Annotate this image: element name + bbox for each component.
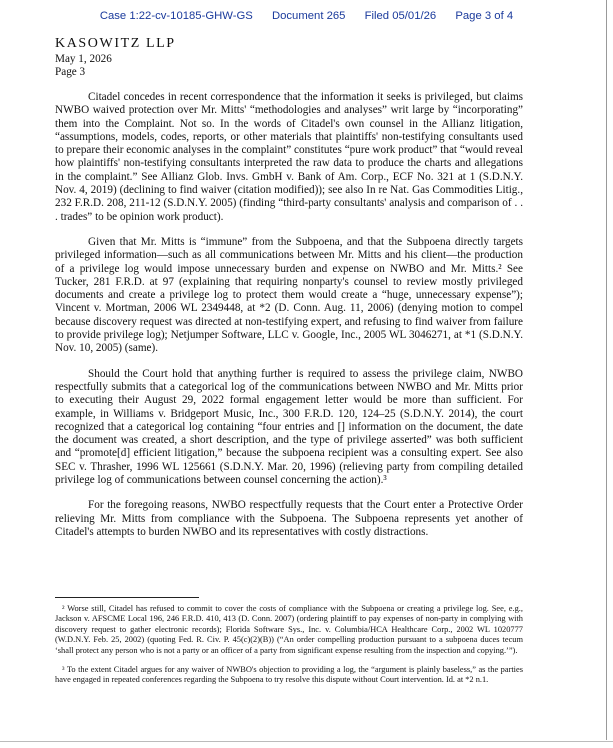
case-number: Case 1:22-cv-10185-GHW-GS [99,10,253,22]
footnote-divider [55,597,199,598]
paragraph: Given that Mr. Mitts is “immune” from the Subpoena, and that the Subpoena directly targets privileged information—such as all communications between Mr. Mitts and his client—the production of a privilege log would impose unnecessary burden and expense on NWBO and Mr. Mitts.² See Tucker, 281 F.R.D. at 97 (explaining that requiring nonparty's counsel to review mostly privileged documents and create a privilege log to protect them would create a “huge, unnecessary expense”); Vincent v. Mortman, 2006 WL 2349448, at *2 (D. Conn. Aug. 11, 2006) (denying motion to compel because discovery request was directed at non-testifying expert, and refusing to find waiver from failure to provide privilege log); Netjumper Software, LLC v. Google, Inc., 2005 WL 3046271, at *1 (S.D.N.Y. Nov. 10, 2005) (same). [55,235,523,355]
document-number: Document 265 [271,10,346,22]
footnote: ³ To the extent Citadel argues for any waiver of NWBO's objection to providing a log, the “argument is plainly baseless,” as the parties have engaged in repeated conferences regarding the Subpoena to try resolve this dispute without Court intervention. Id. at *2 n.1. [55,665,523,685]
footnotes [55,604,523,695]
ecf-header [0,10,613,22]
page-edge-line [606,0,607,740]
paragraph: Citadel concedes in recent correspondence that the information it seeks is privileged, but claims NWBO waived protection over Mr. Mitts' “methodologies and analyses” writ large by “incorporating” them into the Complaint. Not so. In the words of Citadel's own counsel in the Allianz litigation, “assumptions, models, codes, reports, or other materials that plaintiffs' non-testifying consultants used to prepare their economic analyses in the complaint” constitutes “pure work product” that “would reveal how plaintiffs' non-testifying consultants interpreted the raw data to produce the charts and allegations in the complaint.” See Allianz Glob. Invs. GmbH v. Bank of Am. Corp., ECF No. 321 at 1 (S.D.N.Y. Nov. 4, 2019) (declining to find waiver (citation modified)); see also In re Nat. Gas Commodities Litig., 232 F.R.D. 208, 211-12 (S.D.N.Y. 2005) (finding “third-party consultants' analysis and comparison of . . . trades” to be opinion work product). [55,91,523,223]
page-bottom-line [0,741,613,742]
page-count: Page 3 of 4 [455,10,514,22]
letter-date: May 1, 2026 [55,53,112,65]
page-label: Page 3 [55,66,86,78]
paragraph: Should the Court hold that anything further is required to assess the privilege claim, NWBO respectfully submits that a categorical log of the communications between NWBO and Mr. Mitts prior to executing their August 29, 2022 formal engagement letter would be more than sufficient. For example, in Williams v. Bridgeport Music, Inc., 300 F.R.D. 120, 124–25 (S.D.N.Y. 2014), the court recognized that a categorical log containing “four entries and [] information on the document, the date the document was created, a short description, and the type of privilege asserted” was both sufficient and “promote[d] efficient litigation,” because the subpoena recipient was a consulting expert. See also SEC v. Thrasher, 1996 WL 125661 (S.D.N.Y. Mar. 20, 1996) (relieving party from compiling detailed privilege log of communications between counsel concerning the action).³ [55,367,523,487]
paragraph: For the foregoing reasons, NWBO respectfully requests that the Court enter a Protective Order relieving Mr. Mitts from compliance with the Subpoena. The Subpoena represents yet another of Citadel's attempts to burden NWBO and its representatives with costly distractions. [55,499,523,538]
filed-date: Filed 05/01/26 [364,10,437,22]
letter-body [55,91,523,551]
firm-name: KASOWITZ LLP [55,36,176,51]
footnote: ² Worse still, Citadel has refused to commit to cover the costs of compliance with the Subpoena or creating a privilege log. See, e.g., Jackson v. AFSCME Local 196, 246 F.R.D. 410, 413 (D. Conn. 2007) (ordering plaintiff to pay expenses of non-party in complying with discovery request to gather electronic records); Florida Software Sys., Inc. v. Columbia/HCA Healthcare Corp., 2002 WL 1020777 (W.D.N.Y. Feb. 25, 2002) (quoting Fed. R. Civ. P. 45(c)(2)(B)) (“An order compelling production pursuant to a subpoena duces tecum ‘shall protect any person who is not a party or an officer of a party from significant expense resulting from the inspection and copying.’”). [55,604,523,655]
